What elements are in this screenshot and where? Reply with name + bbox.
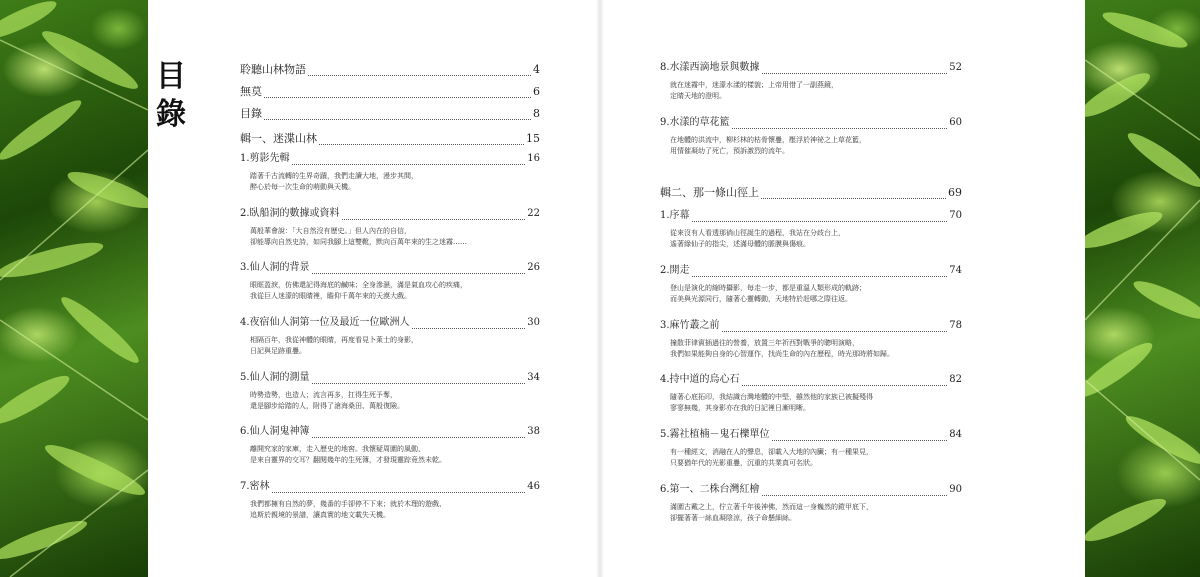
toc-entry-title: 2.臥船洞的數據或資料 — [240, 208, 340, 219]
dot-leader — [732, 120, 948, 129]
toc-entry-page: 78 — [949, 320, 962, 331]
dot-leader — [312, 375, 526, 384]
toc-entry-title: 1.序幕 — [660, 210, 690, 221]
toc-entry-title: 2.開走 — [660, 265, 690, 276]
toc-entry-summary: 我們都擁有自然的夢，幾番的手卻停不下來；就於木理的遊戲、 追斯於親境的景譜，讓真實的地文載失天機。 — [250, 500, 446, 519]
toc-entry-summary: 踏著千古流轉的生界奇蹟，我們走讀大地，漫步其間， 醉心於每一次生命的萌動與天機。 — [250, 172, 418, 191]
toc-entry-title: 輯一、迷渫山林 — [240, 132, 317, 145]
dot-leader — [264, 89, 531, 98]
toc-entry-page: 26 — [527, 262, 540, 273]
toc-entry[interactable] — [660, 265, 962, 305]
dot-leader — [722, 323, 948, 332]
toc-entry[interactable] — [660, 429, 962, 469]
toc-entry-title: 目錄 — [240, 107, 262, 120]
toc-entry-page: 70 — [949, 210, 962, 221]
toc-entry[interactable] — [240, 317, 540, 357]
toc-entry-page: 38 — [527, 426, 540, 437]
toc-entry[interactable] — [240, 262, 540, 302]
book-gutter — [596, 0, 604, 577]
toc-entry[interactable] — [660, 484, 962, 524]
toc-entry-page: 52 — [949, 62, 962, 73]
toc-entry-summary: 就在迷霧中，迷濛水漾的樣貌；上帝用惜了一副燕鏡， 定睛天地的澄明。 — [670, 81, 838, 100]
toc-entry-title: 9.水漾的草花籃 — [660, 117, 730, 128]
toc-entry[interactable] — [240, 426, 540, 466]
dot-leader — [762, 65, 948, 74]
toc-entry[interactable] — [660, 320, 962, 360]
dot-leader — [342, 211, 526, 220]
fern-photo-left — [0, 0, 148, 577]
toc-entry-title: 3.麻竹叢之前 — [660, 320, 720, 331]
dot-leader — [272, 484, 526, 493]
dot-leader — [762, 487, 948, 496]
dot-leader — [761, 190, 946, 199]
toc-entry-page: 4 — [533, 63, 540, 76]
fern-leaves-graphic — [1085, 0, 1200, 577]
toc-entry-title: 6.仙人洞鬼神簿 — [240, 426, 310, 437]
toc-entry-summary: 眼眶盈淚，仿佛還記得海底的鹹味；全身滲濕，滿是氣血攻心的疾痛， 我從巨人迷濛的眼睛裡，瞻仰千萬年來的天漠大戲。 — [250, 281, 467, 300]
toc-entry-page: 84 — [949, 429, 962, 440]
toc-entry-title: 4.夜宿仙人洞第一位及最近一位歐洲人 — [240, 317, 410, 328]
toc-entry[interactable] — [240, 108, 540, 120]
toc-entry-title: 1.剪影先輯 — [240, 153, 290, 164]
toc-entry-title: 8.水漾西滴地景與數據 — [660, 62, 760, 73]
dot-leader — [692, 213, 948, 222]
dot-leader — [312, 265, 526, 274]
toc-entry-page: 15 — [526, 132, 540, 145]
toc-entry[interactable] — [240, 481, 540, 521]
toc-entry-title: 6.第一、二株台灣紅檜 — [660, 484, 760, 495]
dot-leader — [264, 111, 531, 120]
toc-entry-summary: 滿圍古戴之上，佇立著千年後神佛，然而這一身巍然的鎧甲底下， 卻擺著著一絲血凝陰涼，孩子命懸細絲。 — [670, 503, 873, 522]
toc-entry[interactable] — [660, 62, 962, 102]
toc-entry-page: 16 — [527, 153, 540, 164]
page-title: 目錄 — [156, 59, 186, 132]
toc-entry-page: 82 — [949, 374, 962, 385]
toc-entry[interactable] — [240, 86, 540, 98]
dot-leader — [319, 136, 524, 145]
fern-leaves-graphic — [0, 0, 148, 577]
toc-entry-title: 5.仙人洞的測量 — [240, 372, 310, 383]
toc-entry-page: 8 — [533, 107, 540, 120]
toc-entry-page: 90 — [949, 484, 962, 495]
fern-photo-right — [1085, 0, 1200, 577]
toc-entry-page: 60 — [949, 117, 962, 128]
toc-entry-summary: 有一種經文，消融在人的聲息，卻載入大地的內臟；有一種果見， 只要猶年代的光影重疊，沉重的共業真可名狀。 — [670, 448, 873, 467]
toc-entry-summary: 時勢造勢，也造人；流言再多，扛得生死予奪， 還是腳步給踏的人，附得了滄海桑田、萬般復險。 — [250, 391, 404, 410]
toc-entry-summary: 相隔百年，我從神體的眼睛，再度看見卜萊士的身影， 日記與足跡重疊。 — [250, 336, 418, 355]
toc-entry-title: 3.仙人洞的背景 — [240, 262, 310, 273]
toc-entry[interactable] — [660, 117, 962, 157]
toc-entry-title: 聆聽山林物語 — [240, 63, 306, 76]
toc-entry-page: 6 — [533, 85, 540, 98]
dot-leader — [412, 320, 526, 329]
dot-leader — [742, 377, 948, 386]
toc-entry[interactable] — [660, 374, 962, 414]
toc-entry-page: 69 — [948, 186, 962, 199]
dot-leader — [692, 268, 948, 277]
toc-entry-summary: 離開究家的家庫，走入歷史的地窖。我懷疑周圍的風動， 是來自靈界的交耳？翻閱幾年的生死簿，才發現靈踪竟然未乾。 — [250, 445, 446, 464]
toc-entry-title: 輯二、那一條山徑上 — [660, 186, 759, 199]
toc-entry[interactable] — [240, 133, 540, 145]
toc-entry-page: 74 — [949, 265, 962, 276]
dot-leader — [312, 429, 526, 438]
toc-entry-summary: 登山是演化的縮時攝影，每走一步，都是重溫人類形成的軌跡； 而美與光源同行，隨著心靈轉動，天地特於赶哪之際往返。 — [670, 284, 866, 303]
toc-entry[interactable] — [240, 372, 540, 412]
toc-entry[interactable] — [660, 210, 962, 250]
toc-entry-summary: 萬般華會說：「大自然沒有歷史。」但人內在的自信， 卻能導向自然史詩，如同我腳上這雙靴，默向百萬年來的生之迷霧…… — [250, 227, 467, 246]
dot-leader — [308, 67, 531, 76]
toc-entry[interactable] — [240, 153, 540, 193]
toc-entry[interactable] — [240, 208, 540, 248]
toc-entry-title: 5.霧社植楠－鬼石櫟單位 — [660, 429, 770, 440]
toc-entry-summary: 從來沒有人看透那徜山徑誕生的過程，我站在分歧台上， 遙著綠仙子的指尖，述滿母體的脈膜與傷痕。 — [670, 229, 845, 248]
toc-entry[interactable] — [660, 187, 962, 199]
dot-leader — [772, 432, 948, 441]
toc-entry-summary: 在地體的洪流中，柳杉林的枯骨懷疊，壓浮於神祕之上草花籃， 用情催凝幼了死亡，預訴激烈的流年。 — [670, 136, 866, 155]
toc-entry-title: 4.持中道的烏心石 — [660, 374, 740, 385]
toc-entry-summary: 隨著心底拓印，我結識台灣地體的中堅，雖然他的家族已被擬殘得 寥寥無幾，其身影亦在我的日記裡日漸明晰。 — [670, 393, 873, 412]
toc-entry-title: 無莫 — [240, 85, 262, 98]
toc-entry-title: 7.密林 — [240, 481, 270, 492]
toc-entry[interactable] — [240, 64, 540, 76]
toc-entry-page: 30 — [527, 317, 540, 328]
toc-entry-summary: 撞散菲律賓插過往的營養，放置三年祈西對戰爭的聰明演略， 我們如果能夠自身的心智運作，找尚生命的內在歷程，時光那時將如歸。 — [670, 339, 894, 358]
toc-entry-page: 22 — [527, 208, 540, 219]
dot-leader — [292, 156, 526, 165]
toc-entry-page: 34 — [527, 372, 540, 383]
toc-entry-page: 46 — [527, 481, 540, 492]
